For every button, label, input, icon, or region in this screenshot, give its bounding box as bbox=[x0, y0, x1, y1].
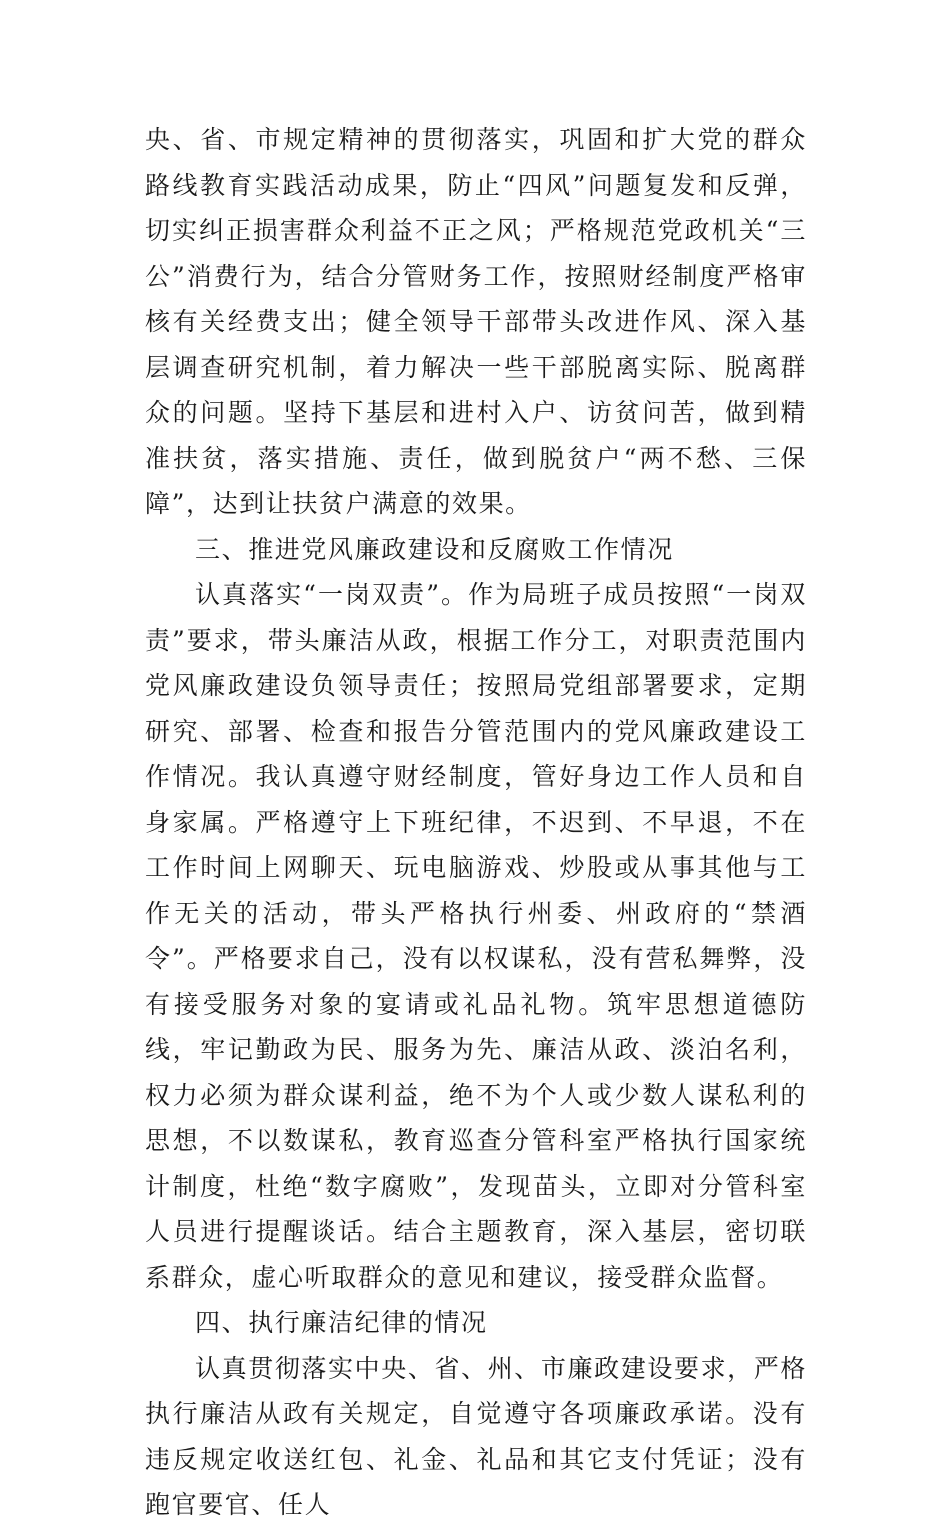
paragraph-continuation: 央、省、市规定精神的贯彻落实，巩固和扩大党的群众路线教育实践活动成果，防止“四风”问题复发和反弹，切实纠正损害群众利益不正之风；严格规范党政机关“三公”消费行为，结合分管财务工作，按照财经制度严格审核有关经费支出；健全领导干部带头改进作风、深入基层调查研究机制，着力解决一些干部脱离实际、脱离群众的问题。坚持下基层和进村入户、访贫问苦，做到精准扶贫，落实措施、责任，做到脱贫户“两不愁、三保障”，达到让扶贫户满意的效果。 bbox=[145, 125, 807, 518]
document-body bbox=[145, 117, 807, 1528]
section-heading-4: 四、执行廉洁纪律的情况 bbox=[195, 1308, 488, 1337]
paragraph-section-4-body: 认真贯彻落实中央、省、州、市廉政建设要求，严格执行廉洁从政有关规定，自觉遵守各项廉政承诺。没有违反规定收送红包、礼金、礼品和其它支付凭证；没有跑官要官、任人 bbox=[145, 1353, 807, 1519]
paragraph-section-3-body: 认真落实“一岗双责”。作为局班子成员按照“一岗双责”要求，带头廉洁从政，根据工作分工，对职责范围内党风廉政建设负领导责任；按照局党组部署要求，定期研究、部署、检查和报告分管范围内的党风廉政建设工作情况。我认真遵守财经制度，管好身边工作人员和自身家属。严格遵守上下班纪律，不迟到、不早退，不在工作时间上网聊天、玩电脑游戏、炒股或从事其他与工作无关的活动，带头严格执行州委、州政府的“禁酒令”。严格要求自己，没有以权谋私，没有营私舞弊，没有接受服务对象的宴请或礼品礼物。筑牢思想道德防线，牢记勤政为民、服务为先、廉洁从政、淡泊名利，权力必须为群众谋利益，绝不为个人或少数人谋私利的思想，不以数谋私，教育巡查分管科室严格执行国家统计制度，杜绝“数字腐败”，发现苗头，立即对分管科室人员进行提醒谈话。结合主题教育，深入基层，密切联系群众，虚心听取群众的意见和建议，接受群众监督。 bbox=[145, 580, 807, 1292]
section-heading-3: 三、推进党风廉政建设和反腐败工作情况 bbox=[195, 534, 674, 564]
